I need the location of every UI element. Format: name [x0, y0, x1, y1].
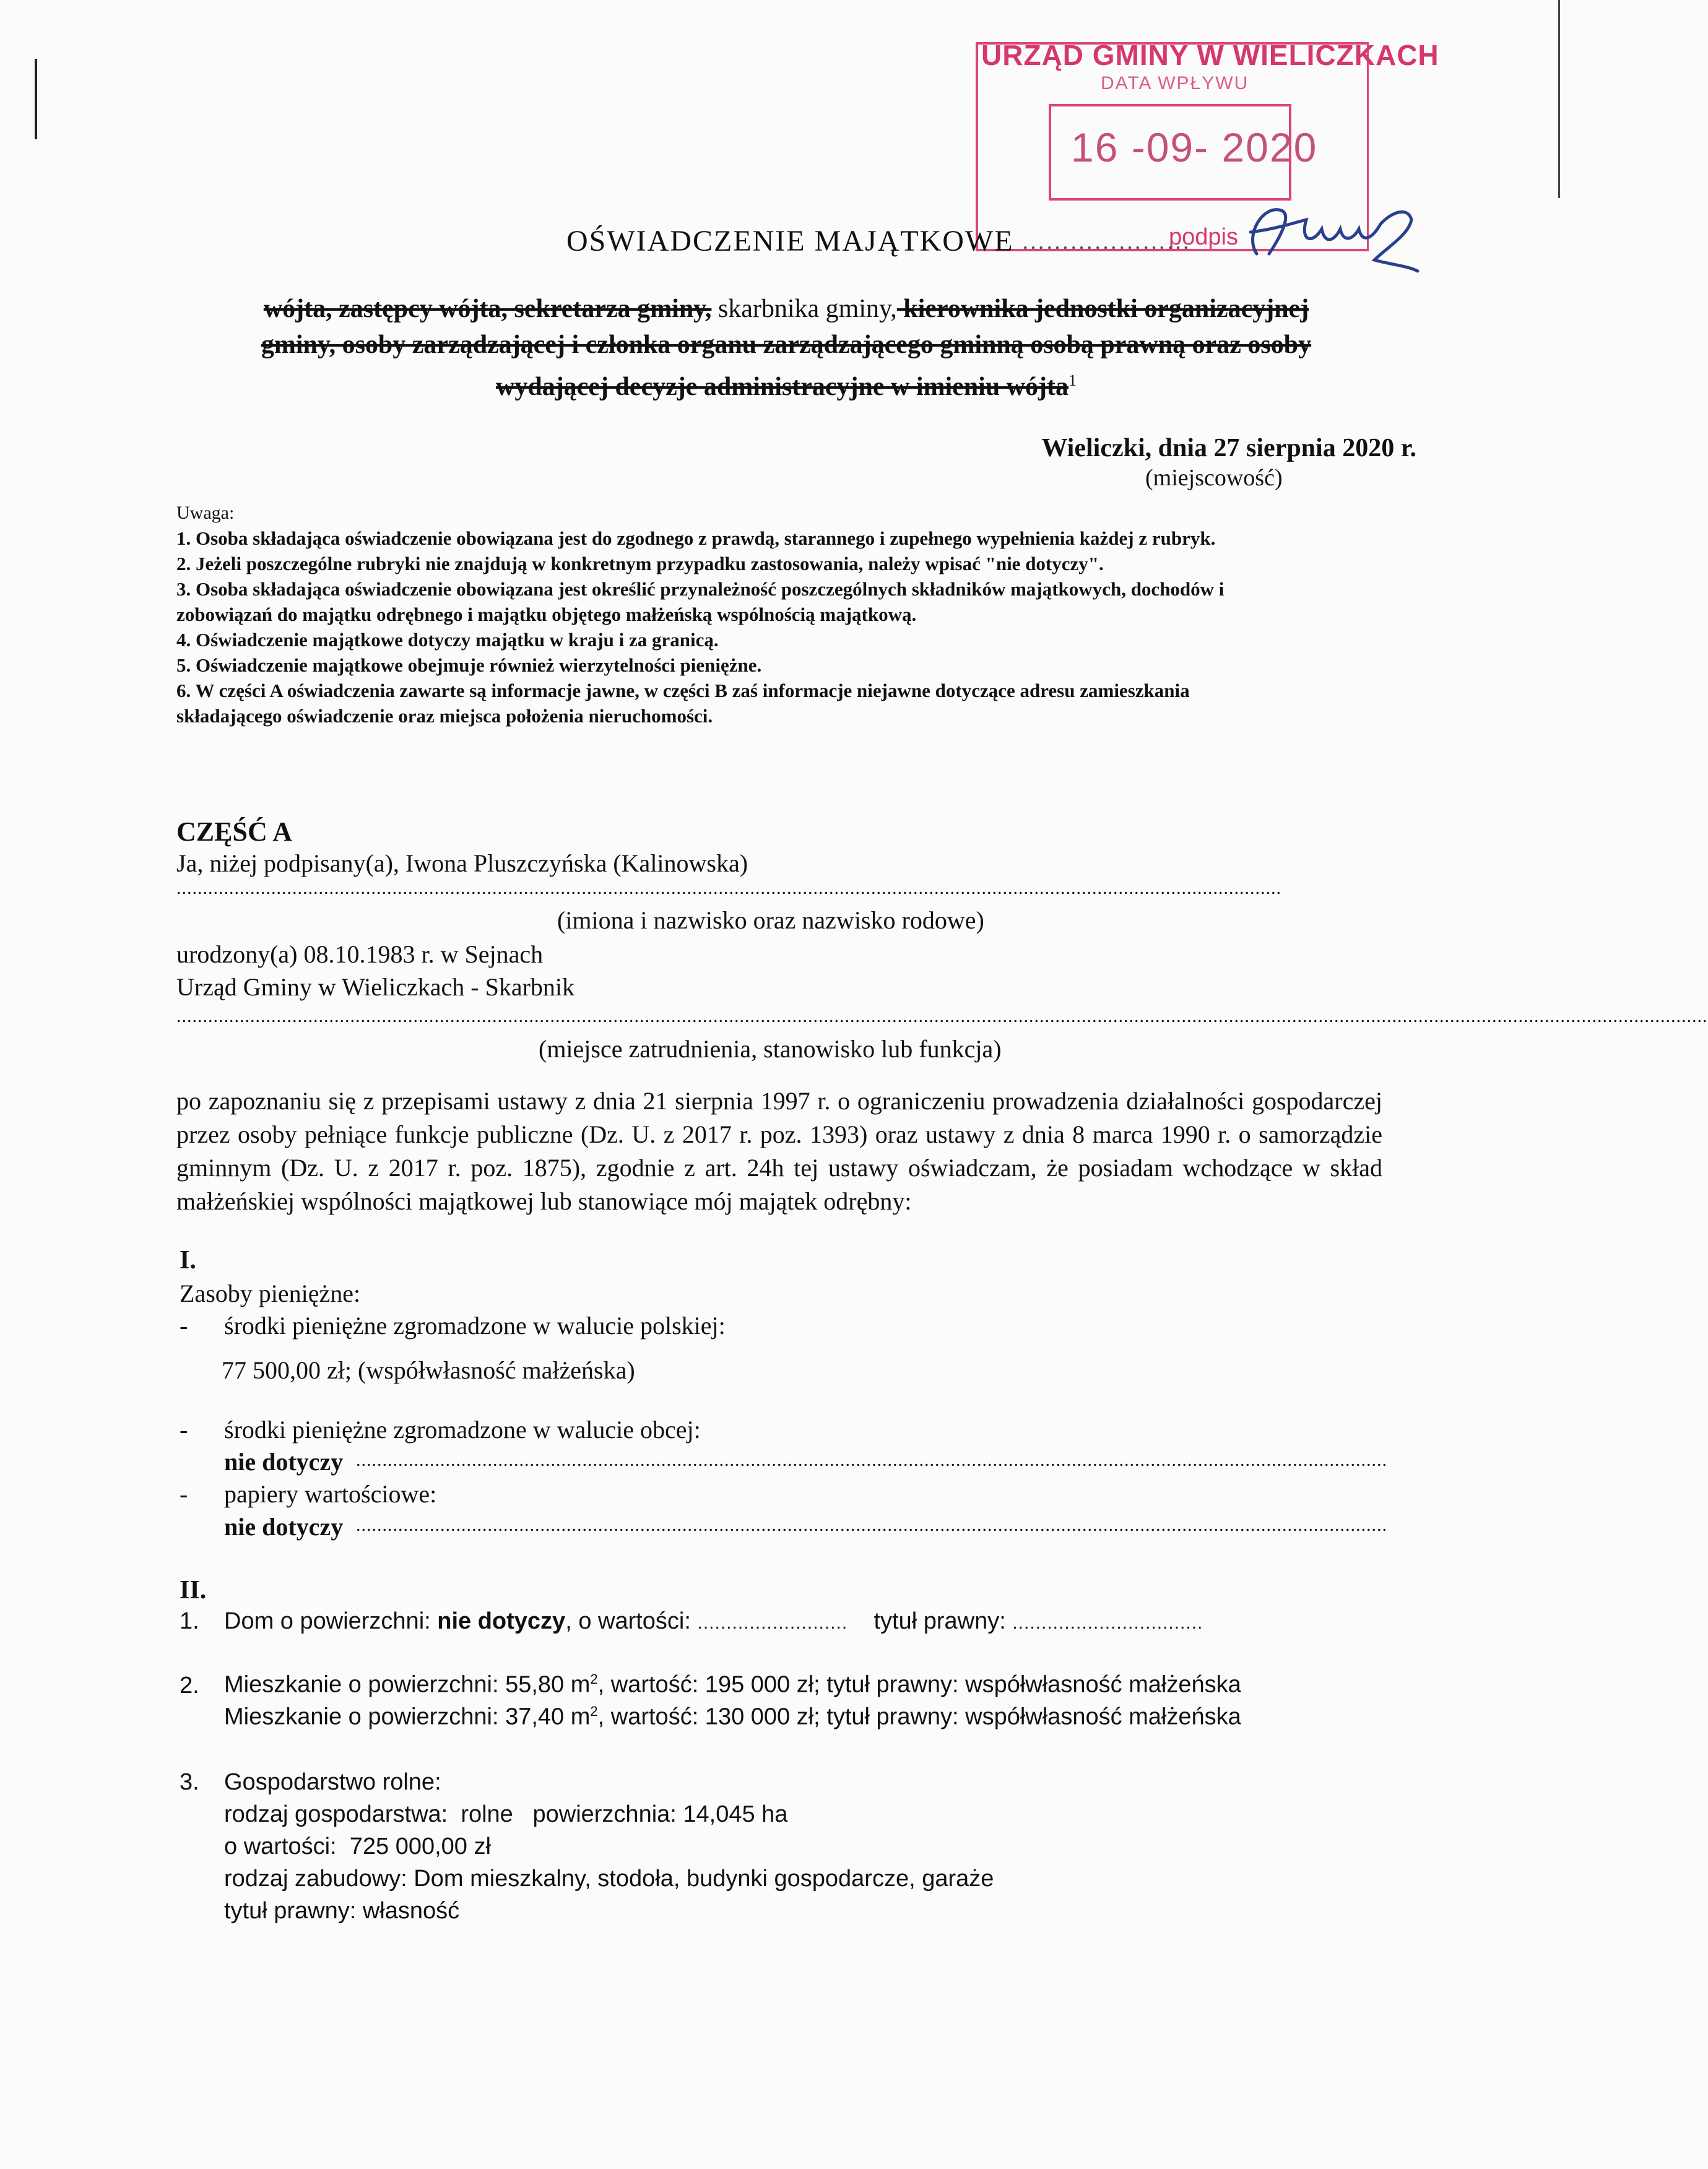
statement-paragraph: po zapoznaniu się z przepisami ustawy z dnia 21 sierpnia 1997 r. o ograniczeniu prowadzenia działalności gospodarczej przez osoby pełniące funkcje publiczne (Dz. U. z 2017 r. poz. 1393) oraz ustawy z dnia 8 marca 1990 r. o samorządzie gminnym (Dz. U. z 2017 r. poz. 1875), zgodnie z art. 24h tej ustawy oświadczam, że posiadam wchodzące w skład małżeńskiej wspólności majątkowej lub stanowiące mój majątek odrębny: — [176, 1087, 1382, 1215]
section-2-numeral: II. — [180, 1576, 207, 1604]
farm-buildings-line: rodzaj zabudowy: Dom mieszkalny, stodoła, budynki gospodarcze, garaże — [224, 1866, 994, 1892]
note-item: 3. Osoba składająca oświadczenie obowiązana jest określić przynależność poszczególnych składników majątkowych, dochodów i zobowiązań do majątku odrębnego i majątku objętego małżeńską wspólnością majątkową. — [176, 578, 1225, 625]
house-row — [224, 1608, 1203, 1635]
stamp-date: 16 -09- 2020 — [1071, 124, 1318, 170]
pln-value: 77 500,00 zł; (współwłasność małżeńska) — [222, 1356, 635, 1384]
note-item: 5. Oświadczenie majątkowe obejmuje również wierzytelności pieniężne. — [176, 654, 762, 676]
birth-line: urodzony(a) 08.10.1983 r. w Sejnach — [176, 940, 544, 968]
dotted-line: .................................................................................................................................................................................................... — [356, 1515, 1387, 1535]
employer-line: Urząd Gminy w Wieliczkach - Skarbnik — [176, 973, 575, 1001]
document-title: OŚWIADCZENIE MAJĄTKOWE — [566, 225, 1014, 258]
subtitle-struck-roles: wójta, zastępcy wójta, sekretarza gminy, — [263, 295, 712, 323]
apartment-unit-sup: 2 — [590, 1704, 598, 1719]
dotted-line: .................................................................................................................................................................................................................. — [176, 878, 1281, 898]
house-worth-label: , o wartości: — [565, 1608, 691, 1634]
house-title-label: tytuł prawny: — [874, 1608, 1006, 1634]
employer-caption: (miejsce zatrudnienia, stanowisko lub funkcja) — [539, 1035, 1002, 1063]
note-item: 1. Osoba składająca oświadczenie obowiązana jest do zgodnego z prawdą, starannego i zupełnego wypełnienia każdej z rubryk. — [176, 527, 1216, 549]
apartment-label: Mieszkanie o powierzchni: 55,80 m — [224, 1671, 591, 1698]
apartment-row — [224, 1704, 1241, 1731]
foreign-label: środki pieniężne zgromadzone w walucie obcej: — [224, 1416, 701, 1444]
foreign-value: nie dotyczy — [224, 1448, 344, 1476]
pln-label: środki pieniężne zgromadzone w walucie polskiej: — [224, 1312, 726, 1340]
edge-line — [1558, 0, 1560, 198]
stamp-title: URZĄD GMINY W WIELICZKACH — [981, 39, 1439, 71]
apartment-unit-sup: 2 — [590, 1671, 598, 1687]
title-dots: ………………… — [1021, 228, 1190, 254]
house-label: Dom o powierzchni: — [224, 1608, 431, 1634]
note-item-text: 2. Jeżeli poszczególne rubryki nie znajdują w konkretnym przypadku zastosowania, należy wpisać "nie dotyczy". — [176, 553, 1104, 574]
apartment-label: Mieszkanie o powierzchni: 37,40 m — [224, 1704, 591, 1730]
dotted-line: .................................................................................................................................................................................................... — [356, 1450, 1387, 1470]
note-item: 4. Oświadczenie majątkowe dotyczy majątku w kraju i za granicą. — [176, 629, 719, 651]
dotted-line: ................................................................................................................................................................................................................................................................................................... — [176, 1006, 1708, 1026]
notes-heading: Uwaga: — [176, 503, 235, 523]
section-1-heading: Zasoby pieniężne: — [180, 1279, 361, 1307]
subtitle-struck-roles-2: kierownika jednostki organizacyjnej — [896, 295, 1309, 323]
margin-mark — [35, 59, 37, 139]
footnote-mark: 1 — [1068, 371, 1077, 389]
stamp-subtitle: DATA WPŁYWU — [1101, 73, 1249, 93]
place-date: Wieliczki, dnia 27 sierpnia 2020 r. — [1041, 434, 1416, 462]
document-subtitle — [161, 291, 1411, 405]
signature-icon — [1232, 186, 1430, 279]
farm-number: 3. — [180, 1769, 199, 1795]
name-caption: (imiona i nazwisko oraz nazwisko rodowe) — [557, 906, 984, 934]
part-a-heading: CZĘŚĆ A — [176, 816, 293, 847]
subtitle-struck-roles-3: gminy, osoby zarządzającej i członka organu zarządzającego gminną osobą prawną oraz osoby — [261, 331, 1312, 359]
place-caption: (miejscowość) — [1145, 465, 1283, 491]
subtitle-struck-roles-4: wydającej decyzje administracyjne w imieniu wójta — [496, 373, 1069, 401]
farm-value-line: o wartości: 725 000,00 zł — [224, 1833, 491, 1859]
apartments-number: 2. — [180, 1673, 199, 1699]
house-number: 1. — [180, 1608, 199, 1634]
farm-type-line: rodzaj gospodarstwa: rolne powierzchnia: 14,045 ha — [224, 1801, 788, 1827]
farm-title-line: tytuł prawny: własność — [224, 1898, 460, 1924]
dotted-line: .......................... — [697, 1613, 848, 1633]
dotted-line: ................................. — [1012, 1613, 1203, 1633]
farm-label: Gospodarstwo rolne: — [224, 1769, 441, 1795]
apartment-details: , wartość: 130 000 zł; tytuł prawny: współwłasność małżeńska — [597, 1704, 1241, 1730]
declarant-line: Ja, niżej podpisany(a), Iwona Pluszczyńska (Kalinowska) — [176, 849, 748, 877]
securities-value: nie dotyczy — [224, 1513, 344, 1541]
dash: - — [180, 1312, 188, 1340]
section-1-numeral: I. — [180, 1246, 196, 1275]
dash: - — [180, 1416, 188, 1444]
subtitle-role: skarbnika gminy, — [711, 295, 897, 323]
securities-label: papiery wartościowe: — [224, 1480, 437, 1508]
dash: - — [180, 1480, 188, 1508]
apartment-row — [224, 1671, 1241, 1699]
apartment-details: , wartość: 195 000 zł; tytuł prawny: współwłasność małżeńska — [597, 1671, 1241, 1698]
notes-section — [176, 500, 1291, 729]
stamp-sign-label: podpis — [1169, 224, 1238, 250]
note-item: 6. W części A oświadczenia zawarte są informacje jawne, w części B zaś informacje niejawne dotyczące adresu zamieszkania składającego oświadczenie oraz miejsca położenia nieruchomości. — [176, 680, 1190, 727]
house-value: nie dotyczy — [437, 1608, 566, 1634]
note-item — [176, 551, 1291, 576]
